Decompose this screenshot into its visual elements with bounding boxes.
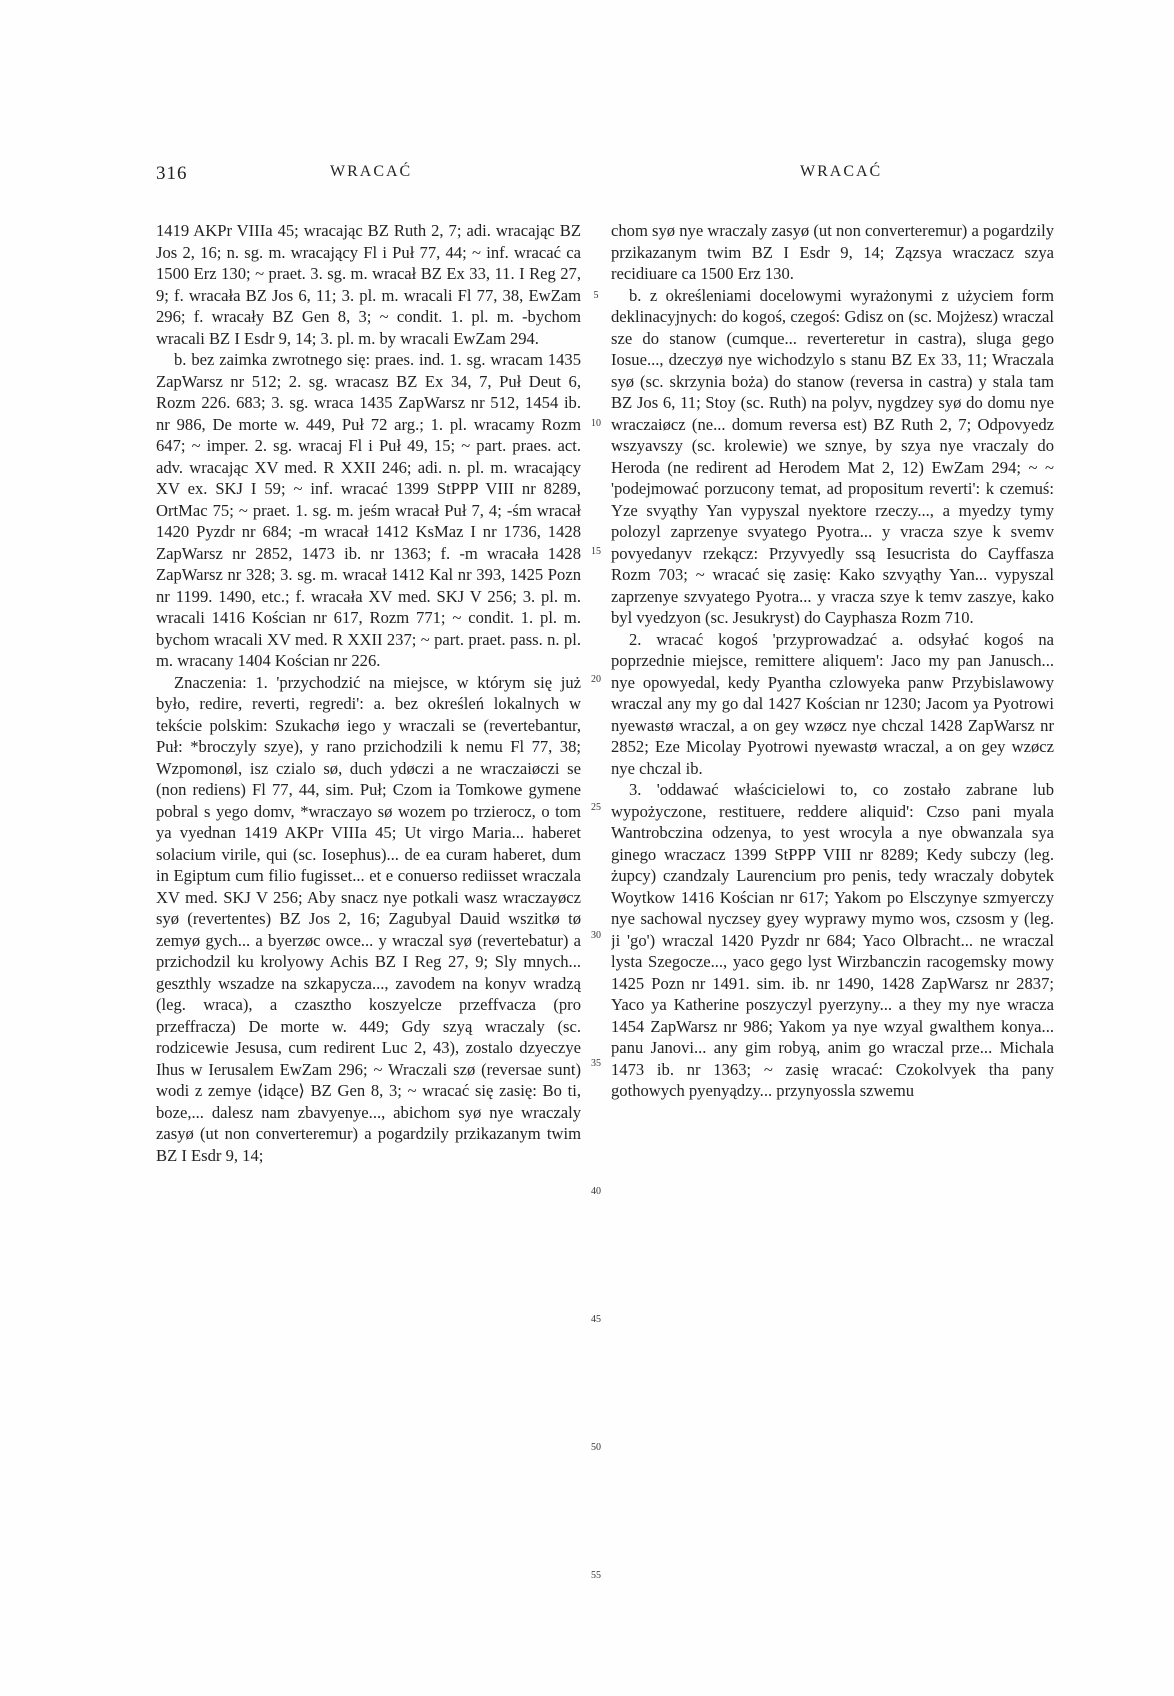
paragraph: 3. 'oddawać właścicielowi to, co zostało zabrane lub wypożyczone, restituere, reddere aliquid': Czso pani myala Wantrobczina odzenya, to yest wrocyla a nye obwanzala sya ginego wraczacz 1399 StPPP VIII nr 8289; Kedy subczy (leg. żupcy) czandzaly Laurencium pro penis, tedy wraczaly dobytek Woytkow 1416 Kościan nr 617; Yakom po Elsczynye szmyerczy nye sachowal nyczsey gyey wyprawy mymo wos, czsosm y (leg. ji 'go') wraczal 1420 Pyzdr nr 684; Yaco Olbracht... ne wraczal lysta Szegocze..., yaco gego lyst Wirzbanczin racogemsky mowy 1425 Pozn nr 1491. sim. ib. nr 1490, 1428 ZapWarsz nr 2837; Yaco ya Katherine poszyczyl pyerzyny... a they my nye wracza 1454 ZapWarsz nr 986; Yakom ya nye wzyal gwalthem konya... panu Janovi... any gim robyą, anim go wraczal prze... Michala 1473 ib. nr 1363; ~ zasię wracać: Czokolvyek tha pany gothowych pyenyądzy... przynyossla szwemu (611, 780, 1054, 1100)
running-head-left: WRACAĆ (330, 163, 413, 180)
line-number: 10 (586, 418, 606, 430)
line-number: 5 (586, 290, 606, 302)
right-column (611, 220, 1054, 1610)
page-number: 316 (156, 163, 188, 184)
line-number: 20 (586, 674, 606, 686)
line-number: 25 (586, 802, 606, 814)
paragraph: 2. wracać kogoś 'przyprowadzać a. odsyłać kogoś na poprzednie miejsce, remittere aliquem': Jaco my pan Janusch... nye opowyedal, kedy Pyantha czlowyeka panw Przybislawowy wraczal any my go dal 1427 Kościan nr 1230; Jacom ya Pyotrowi nyewastø wraczal, a on gey wzøcz nye chczal 1428 ZapWarsz nr 2852; Eze Micolay Pyotrowi nyewastø wraczal, a on gey wzøcz nye chczal ib. (611, 629, 1054, 778)
line-number: 15 (586, 546, 606, 558)
left-column (156, 220, 581, 1610)
line-number-gutter (586, 220, 606, 1610)
paragraph: chom syø nye wraczaly zasyø (ut non converteremur) a pogardzily przikazanym twim BZ I Esdr 9, 14; Zązsya wraczacz szya recidiuare ca 1500 Erz 130. (611, 221, 1054, 283)
line-number: 45 (586, 1314, 606, 1326)
running-head-right: WRACAĆ (800, 163, 883, 180)
line-number: 40 (586, 1186, 606, 1198)
line-number: 35 (586, 1058, 606, 1070)
paragraph: Znaczenia: 1. 'przychodzić na miejsce, w którym się już było, redire, reverti, regredi': a. bez określeń lokalnych w tekście polskim: Szukachø iego y wraczali se (revertebantur, Puł: *broczyly szye), y rano przichodzili k nemu Fl 77, 38; Wzpomonøl, isz czialo sø, duch ydøczi a ne wraczaiøczi se (non rediens) Fl 77, 44, sim. Puł; Czom ia Tomkowe gymene pobral s yego domv, *wraczayo sø wozem po trzierocz, o tom ya vyednan 1419 AKPr VIIIa 45; Ut virgo Maria... haberet solacium virile, qui (sc. Iosephus)... de ea curam haberet, dum in Egiptum cum filio fugisset... et e conuerso rediisset wraczala XV med. SKJ V 256; Aby snacz nye potkali wasz wraczayøcz syø (revertentes) BZ Jos 2, 16; Zagubyal Dauid wszitkø tø zemyø gych... a byerzøc owce... y wraczal syø (revertebatur) a przichodzil ku krolyowy Achis BZ I Reg 27, 9; Sly mnych... geszthly wszadze na szkapycza..., zavodem na konyv wradzą (leg. wraca), a czasztho koszyelcze przeffvacza (pro przeffracza) De morte w. 449; Gdy szyą wraczaly (sc. rodzicewie Jesusa, cum redirent Luc 2, 43), zostalo dzyeczye Ihus w Ierusalem EwZam 296; ~ Wraczali szø (reversae sunt) wodi z zemye ⟨idące⟩ BZ Gen 8, 3; ~ wracać się zasię: Bo ti, boze,... dalesz nam zbavyenye..., abichom syø nye wraczaly zasyø (ut non converteremur) a pogardzily przikazanym twim BZ I Esdr 9, 14; (156, 672, 581, 1165)
paragraph: 1419 AKPr VIIIa 45; wracając BZ Ruth 2, 7; adi. wracając BZ Jos 2, 16; n. sg. m. wracający Fl i Puł 77, 44; ~ inf. wracać ca 1500 Erz 130; ~ praet. 3. sg. m. wracał BZ Ex 33, 11. I Reg 27, 9; f. wracała BZ Jos 6, 11; 3. pl. m. wracali Fl 77, 38, EwZam 296; f. wracały BZ Gen 8, 3; ~ condit. 1. pl. m. -bychom wracali BZ I Esdr 9, 14; 3. pl. m. by wracali EwZam 294. (156, 221, 581, 348)
paragraph: b. z określeniami docelowymi wyrażonymi z użyciem form deklinacyjnych: do kogoś, czegoś: Gdisz on (sc. Mojżesz) wraczal sze do stanow (cumque... reverteretur in castra), sluga gego Iosue..., dzeczyø nye wichodzylo s stanu BZ Ex 33, 11; Wraczala syø (sc. skrzynia boża) do stanow (reversa in castra) y stala tam BZ Jos 6, 11; Stoy (sc. Ruth) na polyv, nygdzey syø do domu nye wraczaiøcz (ne... domum reversa est) BZ Ruth 2, 7; Odpovyedz wszyavszy (sc. krolewie) we sznye, by szya nye vraczaly do Heroda (ne redirent ad Herodem Mat 2, 12) EwZam 294; ~ ~ 'podejmować porzucony temat, ad propositum reverti': k czemuś: Yze svyąthy Yan vypyszal nyektore rzeczy..., a myedzy tymy polozyl zaprzenye svyatego Pyotra... y vracza szye k svemv povyedanyv rzekącz: Przyvyedly ssą Iesucrista do Cayffasza Rozm 703; ~ wracać się zasię: Kako szvyąthy Yan... vypyszal zaprzenye szvyatego Pyotra... y vracza szye k temv zaszye, kako byl vyedzyon (sc. Jesukryst) do Cayphasza Rozm 710. (611, 285, 1054, 627)
line-number: 55 (586, 1570, 606, 1582)
paragraph: b. bez zaimka zwrotnego się: praes. ind. 1. sg. wracam 1435 ZapWarsz nr 512; 2. sg. wracasz BZ Ex 34, 7, Puł Deut 6, Rozm 226. 683; 3. sg. wraca 1435 ZapWarsz nr 512, 1454 ib. nr 986, De morte w. 449, Puł 72 arg.; 1. pl. wracamy Rozm 647; ~ imper. 2. sg. wracaj Fl i Puł 49, 15; ~ part. praes. act. adv. wracając XV med. R XXII 246; adi. n. pl. m. wracający XV ex. SKJ I 59; ~ inf. wracać 1399 StPPP VIII nr 8289, OrtMac 75; ~ praet. 1. sg. m. jeśm wracał Puł 7, 4; -śm wracał 1420 Pyzdr nr 684; -m wracał 1412 KsMaz I nr 1736, 1428 ZapWarsz nr 2852, 1473 ib. nr 1363; f. -m wracała 1428 ZapWarsz nr 328; 3. sg. m. wracał 1412 Kal nr 393, 1425 Pozn nr 1199. 1490, etc.; f. wracała XV med. SKJ V 256; 3. pl. m. wracali 1416 Kościan nr 617, Rozm 771; ~ condit. 1. pl. m. bychom wracali XV med. R XXII 237; ~ part. praet. pass. n. pl. m. wracany 1404 Kościan nr 226. (156, 350, 581, 670)
line-number: 30 (586, 930, 606, 942)
line-number: 50 (586, 1442, 606, 1454)
